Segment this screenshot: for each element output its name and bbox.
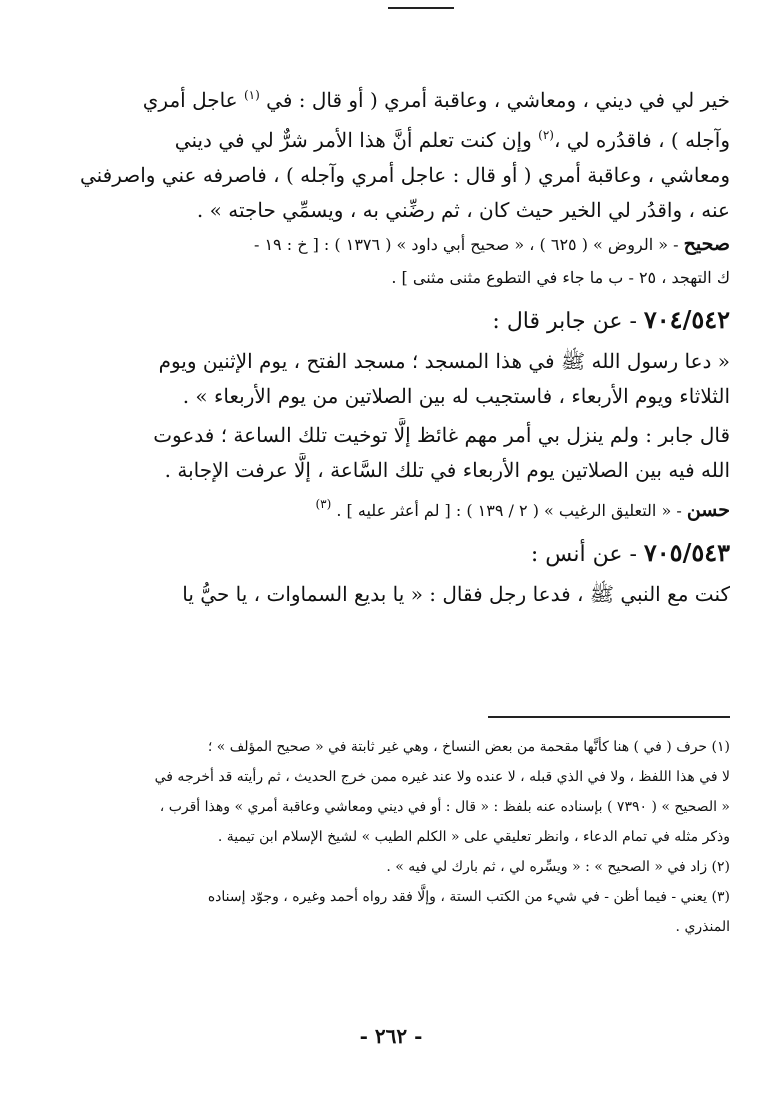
hadith-number: ٧٠٤/٥٤٢ — [643, 305, 730, 334]
footnote-ref-2[interactable]: (٢) — [538, 128, 554, 142]
footnote-line: (٢) زاد في « الصحيح » : « ويسِّره لي ، ثم بارك لي فيه » . — [386, 859, 730, 875]
hadith-542-grade: حسن - « التعليق الرغيب » ( ٢ / ١٣٩ ) : [ لم أعثر عليه ] . $^{(٣)}$ — [315, 497, 730, 521]
hadith-prev-line-2: وآجله ) ، فاقدُره لي ،$^{(٢)}$ وإن كنت تعلم أنَّ هذا الأمر شرٌّ لي في ديني — [174, 128, 730, 152]
hadith-prev-line-1: خير لي في ديني ، ومعاشي ، وعاقبة أمري ( أو قال : في $^{(١)}$ عاجل أمري — [142, 88, 730, 112]
footnote-line: (٣) يعني - فيما أظن - في شيء من الكتب الستة ، وإلَّا فقد رواه أحمد وغيره ، وجوّد إسناده — [207, 889, 730, 905]
footnote-line: وذكر مثله في تمام الدعاء ، وانظر تعليقي على « الكلم الطيب » لشيخ الإسلام ابن تيمية . — [217, 829, 730, 845]
footnote-ref-1[interactable]: (١) — [243, 88, 260, 102]
hadith-prev-grade-line-2: ك التهجد ، ٢٥ - ب ما جاء في التطوع مثنى مثنى ] . — [391, 268, 730, 287]
footnote-line: المنذري . — [675, 919, 730, 935]
page-number: - ٢٦٢ - — [359, 1024, 423, 1048]
hadith-542-heading: ٧٠٤/٥٤٢ - عن جابر قال : — [492, 305, 730, 334]
hadith-number: ٧٠٥/٥٤٣ — [643, 538, 730, 567]
footnote-line: (١) حرف ( في ) هنا كأنَّها مقحمة من بعض النساخ ، وهي غير ثابتة في « صحيح المؤلف » ؛ — [207, 739, 730, 755]
hadith-prev-line-4: عنه ، واقدُر لي الخير حيث كان ، ثم رضِّني به ، ويسمِّي حاجته » . — [196, 198, 730, 222]
hadith-543-heading: ٧٠٥/٥٤٣ - عن أنس : — [530, 538, 730, 567]
hadith-542-line-1: « دعا رسول الله ﷺ في هذا المسجد ؛ مسجد الفتح ، يوم الإثنين ويوم — [158, 349, 730, 373]
grade-label: صحيح — [683, 233, 730, 255]
hadith-543-line-1: كنت مع النبي ﷺ ، فدعا رجل فقال : « يا بديع السماوات ، يا حيُّ يا — [182, 582, 730, 606]
hadith-542-line-4: الله فيه بين الصلاتين يوم الأربعاء في تلك السَّاعة ، إلَّا عرفت الإجابة . — [164, 458, 730, 482]
hadith-prev-line-3: ومعاشي ، وعاقبة أمري ( أو قال : عاجل أمري وآجله ) ، فاصرفه عني واصرفني — [79, 163, 730, 187]
grade-label: حسن — [686, 499, 730, 521]
footnote-separator — [488, 716, 730, 718]
header-rule — [388, 7, 454, 9]
footnote-line: « الصحيح » ( ٧٣٩٠ ) بإسناده عنه بلفظ : « قال : أو في ديني ومعاشي وعاقبة أمري » وهذا أقرب ، — [159, 799, 730, 815]
footnote-line: لا في هذا اللفظ ، ولا في الذي قبله ، لا عنده ولا عند غيره ممن خرج الحديث ، ثم رأيته قد أخرجه في — [154, 769, 730, 785]
footnotes — [54, 732, 730, 942]
hadith-542-line-3: قال جابر : ولم ينزل بي أمر مهم غائظ إلَّا توخيت تلك الساعة ؛ فدعوت — [153, 423, 730, 447]
footnote-ref-3[interactable]: (٣) — [315, 497, 332, 511]
hadith-prev-grade: صحيح - « الروض » ( ٦٢٥ ) ، « صحيح أبي داود » ( ١٣٧٦ ) : [ خ : ١٩ - — [253, 233, 730, 255]
hadith-542-line-2: الثلاثاء ويوم الأربعاء ، فاستجيب له بين الصلاتين من يوم الأربعاء » . — [182, 384, 730, 408]
main-text — [54, 78, 730, 612]
